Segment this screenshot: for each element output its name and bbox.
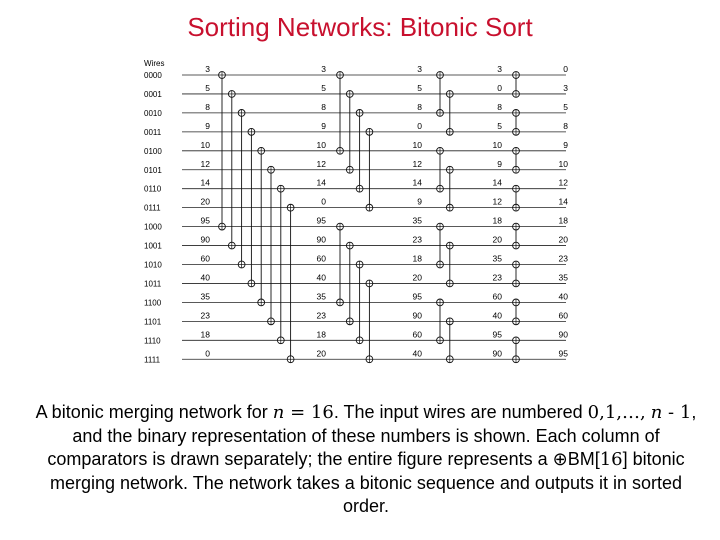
wire-value: 9	[321, 120, 326, 131]
wire-value: 3	[321, 64, 326, 74]
wire-value: 0	[497, 82, 502, 93]
wire-value: 14	[316, 177, 326, 188]
caption-text-2: . The input wires are numbered	[333, 402, 588, 422]
wire-value: 14	[492, 177, 502, 188]
wire-value: 3	[417, 64, 422, 74]
wire-value: 20	[316, 348, 326, 359]
wire-value: 10	[492, 139, 502, 150]
wire-value: 95	[558, 348, 568, 359]
caption-math-range: 0,1,…,	[587, 402, 646, 423]
wire-value: 9	[497, 158, 502, 169]
wire-value: 60	[412, 329, 422, 340]
caption-text-1: A bitonic merging network for	[35, 402, 273, 422]
wire-value: 3	[205, 64, 210, 74]
wire-label: 1000	[144, 222, 162, 232]
caption-math-equals-16: = 16	[284, 402, 334, 423]
caption-text-5: ] bitonic merging network. The network takes a bitonic sequence and outputs it in sorted order.	[49, 449, 685, 516]
wire-value: 90	[316, 234, 326, 245]
wire-label: 1001	[144, 241, 162, 251]
wire-label: 1100	[144, 298, 162, 308]
slide-title: Sorting Networks: Bitonic Sort	[187, 12, 533, 42]
figure-caption	[30, 401, 702, 519]
wire-value: 3	[563, 82, 568, 93]
wire-value: 20	[492, 234, 502, 245]
wire-value: 8	[417, 101, 422, 112]
wire-value: 95	[200, 215, 210, 226]
wire-value: 35	[492, 253, 502, 264]
wire-label: 0100	[144, 146, 162, 156]
wire-value: 60	[492, 291, 502, 302]
wire-label: 1101	[144, 317, 162, 327]
wire-value: 23	[316, 310, 326, 321]
wire-value: 23	[200, 310, 210, 321]
wire-value: 8	[321, 101, 326, 112]
caption-text-4: BM[	[567, 449, 600, 469]
wire-value: 10	[200, 139, 210, 150]
wire-value: 23	[412, 234, 422, 245]
wire-value: 40	[492, 310, 502, 321]
caption-math-n2: n	[650, 402, 663, 423]
wire-value: 9	[417, 196, 422, 207]
wire-value: 40	[316, 272, 326, 283]
wire-value: 40	[200, 272, 210, 283]
wire-label: 1011	[144, 279, 162, 289]
wires-header: Wires	[144, 59, 165, 68]
wire-value: 0	[563, 64, 568, 74]
wire-value: 20	[412, 272, 422, 283]
wire-value: 20	[200, 196, 210, 207]
wire-value: 90	[492, 348, 502, 359]
wire-value: 95	[316, 215, 326, 226]
wire-value: 8	[497, 101, 502, 112]
wire-value: 60	[316, 253, 326, 264]
wire-value: 12	[412, 158, 422, 169]
wire-value: 9	[563, 139, 568, 150]
wire-value: 20	[558, 234, 568, 245]
wire-value: 8	[205, 101, 210, 112]
wire-value: 5	[321, 82, 326, 93]
wire-value: 10	[412, 139, 422, 150]
wire-value: 12	[492, 196, 502, 207]
wire-label: 0000	[144, 71, 162, 80]
wire-value: 12	[316, 158, 326, 169]
wire-value: 5	[205, 82, 210, 93]
wire-label: 0010	[144, 108, 162, 118]
wire-label: 1110	[144, 336, 161, 346]
wire-value: 90	[558, 329, 568, 340]
wire-value: 9	[205, 120, 210, 131]
wire-value: 18	[316, 329, 326, 340]
wire-value: 18	[412, 253, 422, 264]
wire-value: 12	[558, 177, 568, 188]
caption-math-n: n	[272, 402, 285, 423]
wire-value: 5	[417, 82, 422, 93]
wire-value: 40	[412, 348, 422, 359]
wire-value: 95	[492, 329, 502, 340]
wire-value: 35	[412, 215, 422, 226]
wire-value: 3	[497, 64, 502, 74]
wire-value: 8	[563, 120, 568, 131]
wire-value: 35	[200, 291, 210, 302]
wire-value: 60	[200, 253, 210, 264]
wire-value: 14	[558, 196, 568, 207]
wire-value: 23	[558, 253, 568, 264]
wire-label: 1010	[144, 260, 162, 270]
wire-value: 5	[497, 120, 502, 131]
wire-value: 35	[316, 291, 326, 302]
caption-text-3: , and the binary representation of these numbers is shown. Each column of comparators is drawn separately; the entire figure represents a	[47, 402, 697, 469]
wire-value: 14	[200, 177, 210, 188]
wire-value: 35	[558, 272, 568, 283]
wire-label: 0111	[144, 203, 161, 213]
caption-math-16: 16	[599, 449, 623, 470]
wire-value: 90	[200, 234, 210, 245]
wire-value: 12	[200, 158, 210, 169]
wire-label: 0110	[144, 184, 162, 194]
wire-value: 90	[412, 310, 422, 321]
wire-value: 60	[558, 310, 568, 321]
wire-label: 0001	[144, 89, 162, 99]
wire-value: 18	[558, 215, 568, 226]
wire-value: 0	[321, 196, 326, 207]
wire-value: 23	[492, 272, 502, 283]
wire-label: 1111	[144, 355, 161, 365]
caption-math-minus-1: - 1	[662, 402, 692, 423]
wire-value: 0	[205, 348, 210, 359]
wire-value: 40	[558, 291, 568, 302]
wire-value: 0	[417, 120, 422, 131]
wire-label: 0101	[144, 165, 162, 175]
wire-value: 10	[316, 139, 326, 150]
wire-value: 10	[558, 158, 568, 169]
wire-value: 95	[412, 291, 422, 302]
wire-label: 0011	[144, 127, 162, 137]
wire-value: 5	[563, 101, 568, 112]
wire-value: 14	[412, 177, 422, 188]
wire-value: 18	[200, 329, 210, 340]
wire-value: 18	[492, 215, 502, 226]
caption-plus-circle-symbol: ⊕	[552, 449, 568, 469]
